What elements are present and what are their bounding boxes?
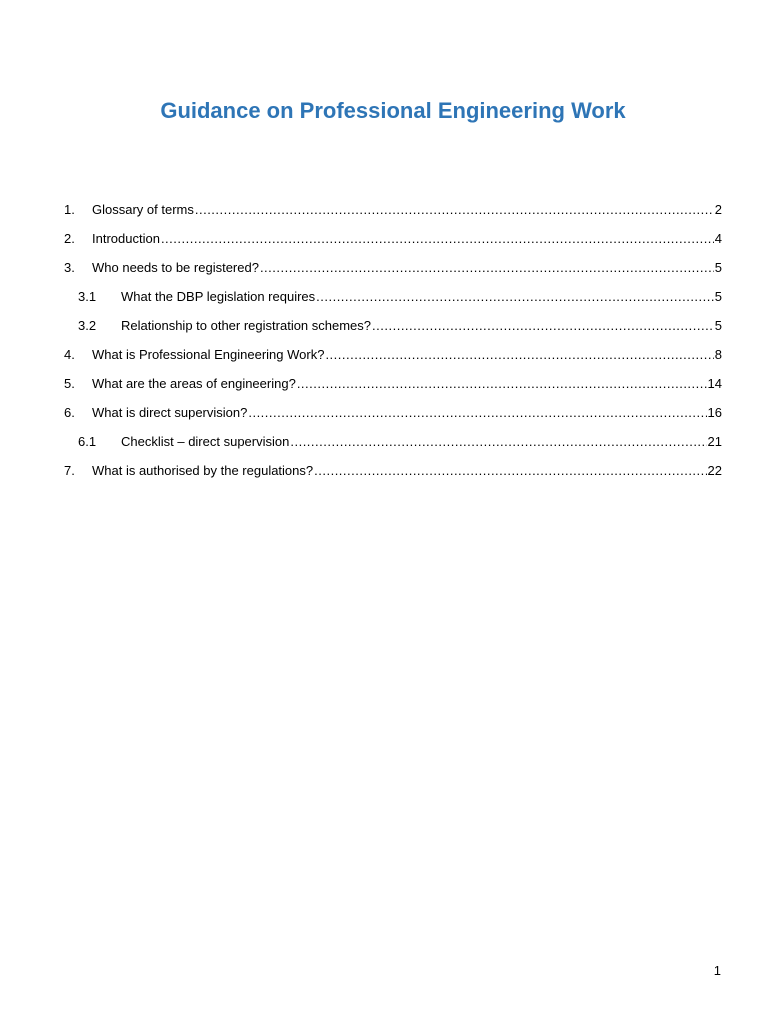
toc-entry-number: 4. — [64, 347, 75, 362]
toc-entry-label: What is authorised by the regulations? — [92, 463, 314, 478]
toc-entry-label: What is Professional Engineering Work? — [92, 347, 325, 362]
toc-entry[interactable] — [64, 345, 722, 374]
toc-entry[interactable] — [64, 258, 722, 287]
toc-entry-number: 3.2 — [78, 318, 97, 333]
toc-dot-leader — [372, 316, 714, 336]
toc-entry-label: What are the areas of engineering? — [92, 376, 296, 391]
toc-dot-leader — [290, 432, 706, 452]
table-of-contents — [64, 200, 722, 490]
toc-entry[interactable] — [64, 200, 722, 229]
toc-entry-page: 5 — [714, 318, 722, 333]
toc-entry-page: 22 — [707, 463, 722, 478]
toc-entry-label: What the DBP legislation requires — [121, 289, 316, 304]
toc-dot-leader — [297, 374, 707, 394]
document-title: Guidance on Professional Engineering Work — [160, 98, 626, 123]
toc-dot-leader — [161, 229, 714, 249]
toc-entry-page: 4 — [714, 231, 722, 246]
toc-entry-label: Glossary of terms — [92, 202, 194, 217]
toc-entry[interactable] — [64, 229, 722, 258]
toc-entry-label: What is direct supervision? — [92, 405, 248, 420]
toc-entry-page: 16 — [707, 405, 722, 420]
toc-subentry[interactable] — [64, 432, 722, 461]
toc-dot-leader — [260, 258, 714, 278]
toc-dot-leader — [248, 403, 706, 423]
toc-entry-number: 3. — [64, 260, 75, 275]
toc-subentry[interactable] — [64, 316, 722, 345]
toc-entry-label: Who needs to be registered? — [92, 260, 259, 275]
toc-dot-leader — [195, 200, 714, 220]
toc-entry[interactable] — [64, 374, 722, 403]
toc-entry-page: 2 — [714, 202, 722, 217]
toc-entry-page: 5 — [714, 260, 722, 275]
toc-entry-page: 8 — [714, 347, 722, 362]
toc-entry-number: 3.1 — [78, 289, 97, 304]
toc-entry-page: 14 — [707, 376, 722, 391]
toc-entry[interactable] — [64, 461, 722, 490]
page-number: 1 — [713, 963, 721, 978]
toc-subentry[interactable] — [64, 287, 722, 316]
toc-entry-label: Introduction — [92, 231, 160, 246]
toc-entry-number: 6. — [64, 405, 75, 420]
toc-dot-leader — [316, 287, 714, 307]
toc-dot-leader — [314, 461, 706, 481]
toc-entry-number: 2. — [64, 231, 75, 246]
toc-entry-number: 7. — [64, 463, 75, 478]
toc-entry-number: 1. — [64, 202, 75, 217]
toc-entry-label: Relationship to other registration schemes? — [121, 318, 372, 333]
toc-entry-page: 5 — [714, 289, 722, 304]
toc-entry-number: 5. — [64, 376, 75, 391]
toc-entry-number: 6.1 — [78, 434, 97, 449]
toc-dot-leader — [325, 345, 713, 365]
toc-entry-page: 21 — [707, 434, 722, 449]
toc-entry[interactable] — [64, 403, 722, 432]
toc-entry-label: Checklist – direct supervision — [121, 434, 290, 449]
